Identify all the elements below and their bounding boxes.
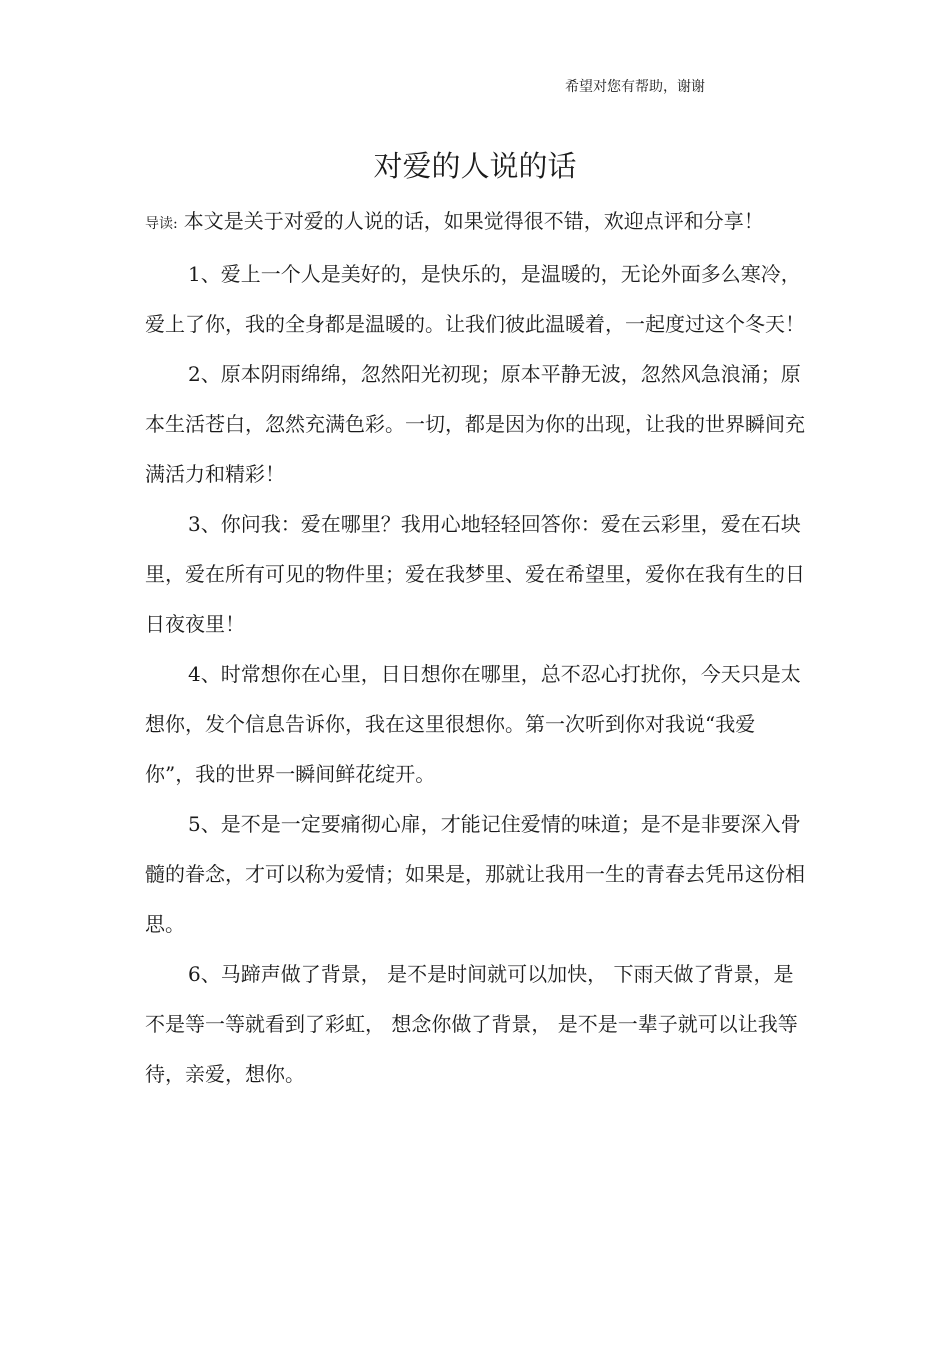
intro-paragraph	[145, 196, 805, 249]
document-title: 对爱的人说的话	[373, 149, 577, 183]
paragraph-5: 5、是不是一定要痛彻心扉，才能记住爱情的味道；是不是非要深入骨髓的眷念，才可以称为爱情；如果是，那就让我用一生的青春去凭吊这份相思。	[145, 812, 805, 936]
intro-label: 导读:	[145, 216, 178, 232]
header-note: 希望对您有帮助，谢谢	[565, 79, 705, 95]
paragraph-4: 4、时常想你在心里，日日想你在哪里，总不忍心打扰你，今天只是太想你，发个信息告诉你，我在这里很想你。第一次听到你对我说“我爱你”，我的世界一瞬间鲜花绽开。	[145, 662, 801, 786]
paragraph-3: 3、你问我：爱在哪里？我用心地轻轻回答你：爱在云彩里，爱在石块里，爱在所有可见的物件里；爱在我梦里、爱在希望里，爱你在我有生的日日夜夜里！	[145, 512, 805, 636]
document-body	[145, 196, 805, 1099]
paragraph-6: 6、马蹄声做了背景， 是不是时间就可以加快， 下雨天做了背景，是不是等一等就看到了彩虹， 想念你做了背景， 是不是一辈子就可以让我等待，亲爱，想你。	[145, 962, 798, 1086]
paragraph-1: 1、爱上一个人是美好的，是快乐的，是温暖的，无论外面多么寒冷，爱上了你，我的全身都是温暖的。让我们彼此温暖着，一起度过这个冬天！	[145, 262, 805, 336]
intro-text: 本文是关于对爱的人说的话，如果觉得很不错，欢迎点评和分享！	[183, 209, 764, 233]
paragraph-2: 2、原本阴雨绵绵，忽然阳光初现；原本平静无波，忽然风急浪涌；原本生活苍白，忽然充满色彩。一切，都是因为你的出现，让我的世界瞬间充满活力和精彩！	[145, 362, 805, 486]
